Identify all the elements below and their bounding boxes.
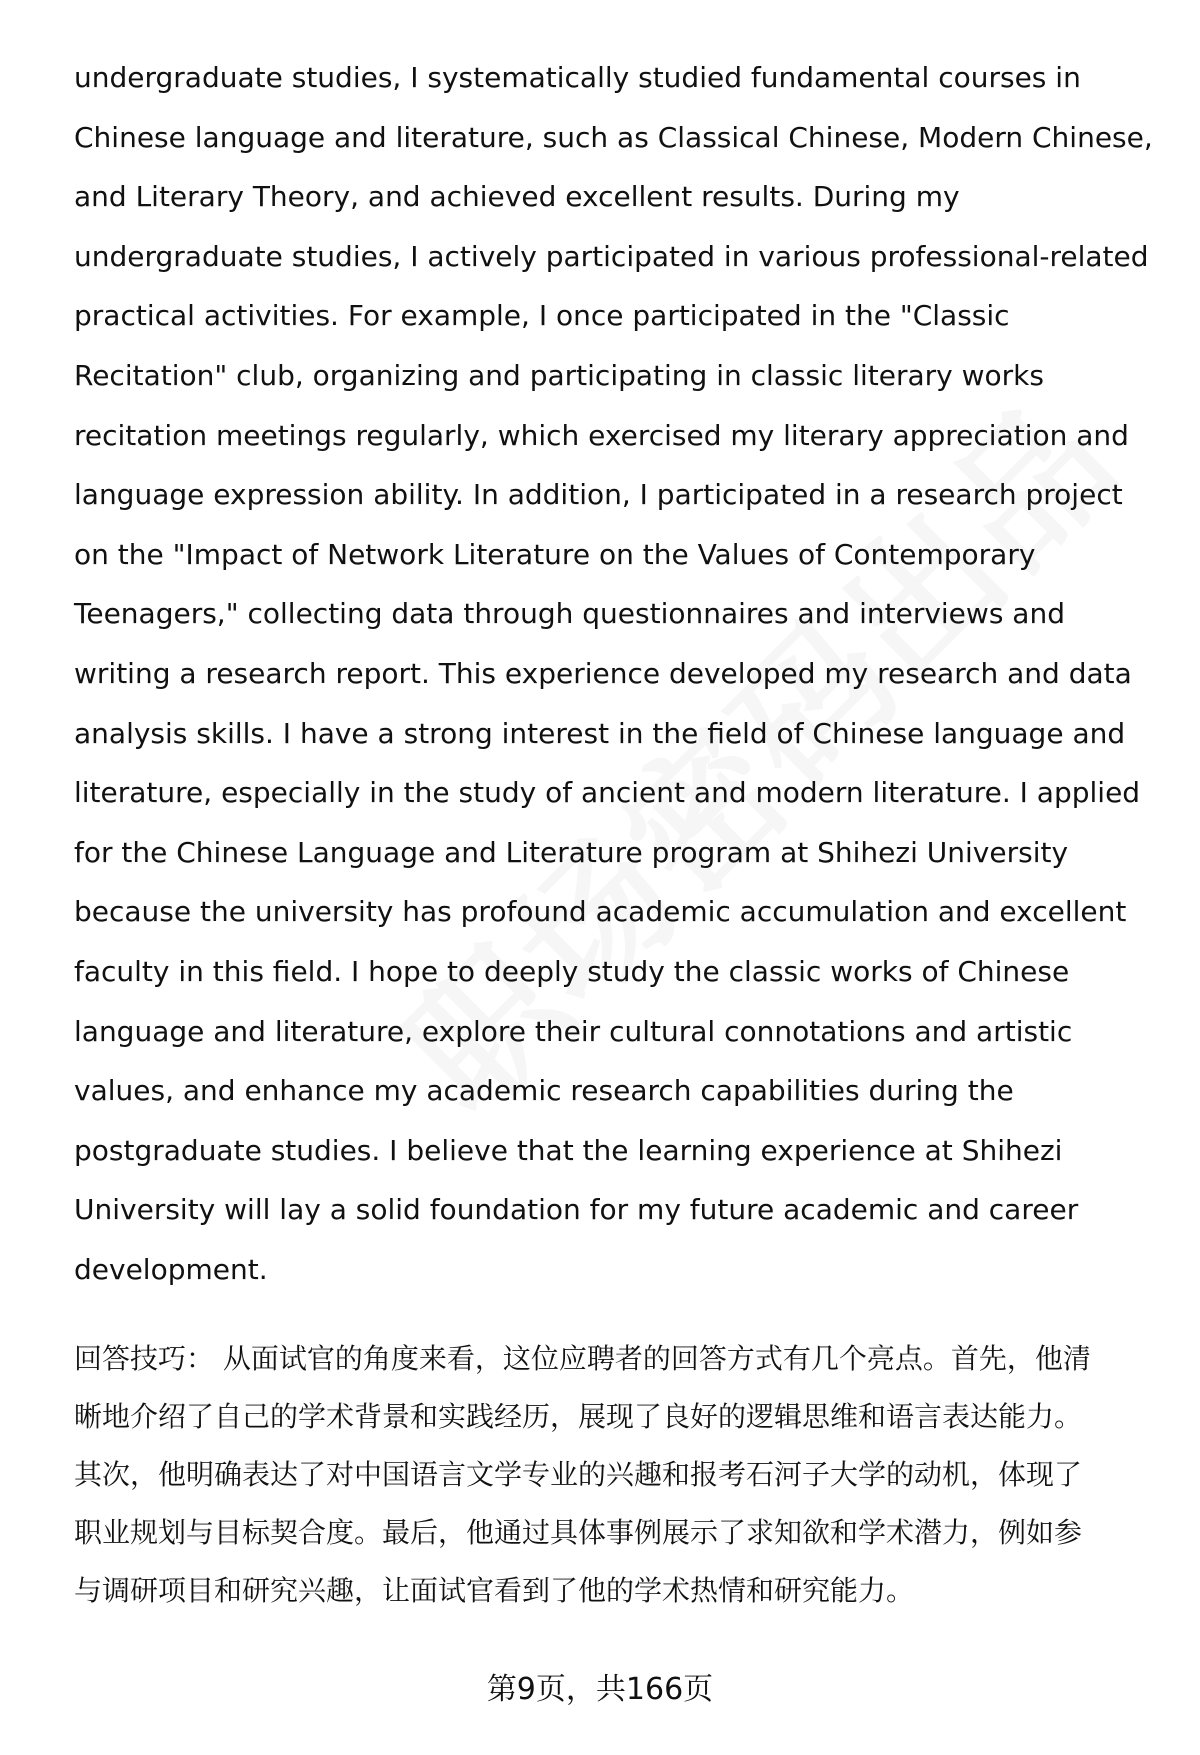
- page-number: 第9页，共166页: [486, 1672, 714, 1707]
- paragraph-line: analysis skills. I have a strong interest in the field of Chinese language and: [74, 716, 1126, 750]
- tips-line: 其次，他明确表达了对中国语言文学专业的兴趣和报考石河子大学的动机，体现了: [74, 1458, 1083, 1491]
- paragraph-line: and Literary Theory, and achieved excellent results. During my: [74, 180, 960, 214]
- paragraph-line: on the "Impact of Network Literature on the Values of Contemporary: [74, 537, 1036, 571]
- paragraph-line: undergraduate studies, I systematically studied fundamental courses in: [74, 61, 1081, 94]
- answer-paragraph: [74, 48, 1164, 1299]
- paragraph-line: University will lay a solid foundation for my future academic and career: [74, 1193, 1079, 1227]
- answer-tips-paragraph: [74, 1330, 1164, 1620]
- paragraph-line: literature, especially in the study of ancient and modern literature. I applied: [74, 776, 1141, 810]
- paragraph-line: writing a research report. This experience developed my research and data: [74, 656, 1132, 690]
- paragraph-line: Chinese language and literature, such as Classical Chinese, Modern Chinese,: [74, 120, 1153, 154]
- paragraph-line: values, and enhance my academic research capabilities during the: [74, 1074, 1014, 1108]
- paragraph-line: for the Chinese Language and Literature program at Shihezi University: [74, 835, 1069, 869]
- tips-line: 与调研项目和研究兴趣，让面试官看到了他的学术热情和研究能力。: [74, 1574, 915, 1607]
- paragraph-line: language expression ability. In addition, I participated in a research project: [74, 478, 1123, 512]
- tips-line: 职业规划与目标契合度。最后，他通过具体事例展示了求知欲和学术潜力，例如参: [74, 1516, 1083, 1549]
- paragraph-line: recitation meetings regularly, which exercised my literary appreciation and: [74, 418, 1129, 452]
- paragraph-line: development.: [74, 1252, 268, 1286]
- tips-line: 晰地介绍了自己的学术背景和实践经历，展现了良好的逻辑思维和语言表达能力。: [74, 1400, 1083, 1433]
- paragraph-line: postgraduate studies. I believe that the learning experience at Shihezi: [74, 1133, 1063, 1167]
- paragraph-line: faculty in this field. I hope to deeply study the classic works of Chinese: [74, 954, 1070, 988]
- paragraph-line: language and literature, explore their cultural connotations and artistic: [74, 1014, 1073, 1048]
- tips-line: 回答技巧： 从面试官的角度来看，这位应聘者的回答方式有几个亮点。首先，他清: [74, 1342, 1091, 1375]
- paragraph-line: Recitation" club, organizing and participating in classic literary works: [74, 358, 1044, 392]
- paragraph-line: undergraduate studies, I actively participated in various professional-related: [74, 239, 1149, 273]
- paragraph-line: Teenagers," collecting data through questionnaires and interviews and: [74, 597, 1065, 631]
- paragraph-line: because the university has profound academic accumulation and excellent: [74, 895, 1127, 929]
- paragraph-line: practical activities. For example, I once participated in the "Classic: [74, 299, 1010, 333]
